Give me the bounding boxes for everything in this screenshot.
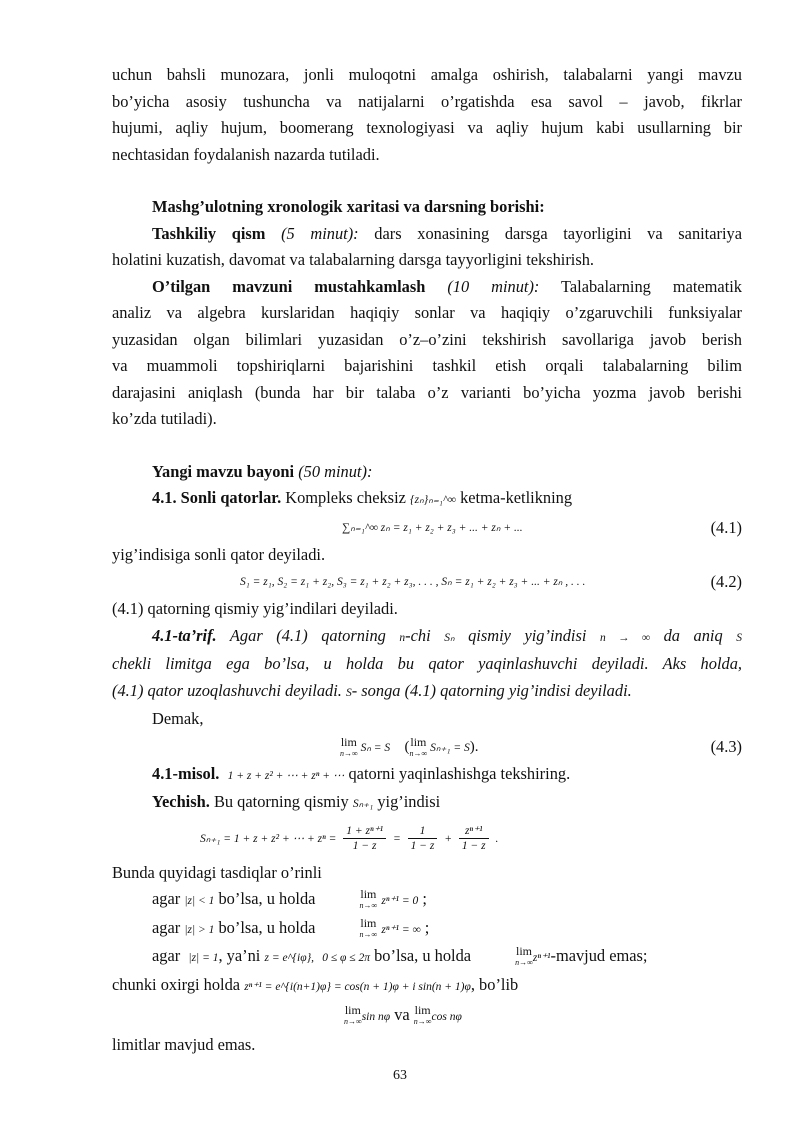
yig-line: yig’indisiga sonli qator deyiladi. [112, 544, 326, 564]
tarif-arrow: n → ∞ [599, 631, 651, 644]
tarif-part-2: -chi [405, 625, 445, 645]
page-number: 63 [393, 1068, 407, 1083]
sequence-set: {zₙ}ₙ₌₁^∞ [410, 494, 456, 506]
page-body [112, 62, 742, 1059]
lim-1-expr: Sₙ = S [360, 741, 391, 754]
section-term: 4.1. Sonli qatorlar. [152, 488, 282, 507]
misol-text: qatorni yaqinlashishga tekshiring. [344, 763, 571, 783]
qism-line: (4.1) qatorning qismiy yig’indilari deyiladi. [112, 599, 398, 618]
tashkiliy-time: (5 minut): [281, 223, 359, 243]
yangi-term: Yangi mavzu bayoni [152, 461, 295, 481]
tarif-line-2: chekli limitga ega bo’lsa, u holda bu qator yaqinlashuvchi deyiladi. Aks holda, [112, 654, 742, 673]
otilgan-line-2: analiz va algebra kurslaridan haqiqiy sonlar va haqiqiy o’zgaruvchili funksiyalar [112, 303, 742, 322]
fraction-3: $\frac{\text{zⁿ⁺¹}}{1 - z}$ [459, 824, 489, 853]
partial-sums-formula: S₁ = z₁, S₂ = z₁ + z₂, S₃ = z₁ + z₂ + z₃, . . . , Sₙ = z₁ + z₂ + z₃ + ... + zₙ , . . . [240, 576, 586, 588]
tarif-term: 4.1-ta’rif. [152, 625, 217, 645]
yechish-text-2: yig’indisi [373, 792, 441, 811]
lim-2-expr: Sₙ₊₁ = S [430, 741, 470, 754]
intro-line-1: uchun bahsli munozara, jonli muloqotni amalga oshirish, talabalarni yangi mavzu [112, 65, 742, 84]
case-3-lim: lim n→∞ [515, 944, 533, 968]
yangi-time: (50 minut): [298, 461, 373, 481]
tarif-part-4: da aniq [650, 625, 737, 645]
misol-line [112, 761, 742, 790]
tarif-line-3b: - songa (4.1) qatorning yig’indisi deyiladi. [351, 680, 632, 700]
cos-lim: lim n→∞ [413, 1003, 432, 1027]
intro-line-3: hujumi, aqliy hujum, boomerang texnologiyasi va aqliy hujum kabi usullarning bir [112, 118, 742, 137]
tarif-line-3s: S [346, 686, 352, 699]
tarif-part-1: Agar (4.1) qatorning [216, 625, 400, 645]
partial-sum-formula: Sₙ₊₁ = 1 + z + z² + ⋯ + zⁿ = $\frac{\text{1 + zⁿ⁺¹}}{1 - z}$ = $\frac{1}{1 - z}$ + $\frac{\text{zⁿ⁺¹}}{1 - z}$ . [200, 825, 499, 853]
yechish-term: Yechish. [152, 792, 210, 811]
equation-4-1 [112, 514, 742, 542]
otilgan-line-5: darajasini aniqlash (bunda har bir talaba o’z varianti bo’yicha yozma javob berishi [112, 382, 742, 402]
otilgan-term: O’tilgan mavzuni mustahkamlash [152, 276, 426, 296]
section-text: Kompleks cheksiz [281, 488, 410, 507]
case-1-lim: lim n→∞ [359, 887, 378, 911]
equation-number: (4.1) [710, 517, 742, 537]
tashkiliy-term: Tashkiliy qism [152, 223, 266, 243]
misol-term: 4.1-misol. [152, 763, 220, 783]
tashkiliy-text: dars xonasining darsga tayorligini va sanitariya [358, 223, 742, 243]
tarif-n: n [399, 631, 406, 644]
chunki-line: chunki oxirgi holda zⁿ⁺¹ = e^{i(n+1)φ} = cos(n + 1)φ + i sin(n + 1)φ, bo’lib [112, 974, 519, 994]
lim-2: lim n→∞ [409, 734, 428, 758]
equation-4-3 [112, 733, 742, 761]
fraction-1: $\frac{\text{1 + zⁿ⁺¹}}{1 - z}$ [343, 824, 386, 853]
yechish-line [112, 789, 742, 818]
tashkiliy-line-1 [112, 221, 742, 248]
section-text-2: ketma-ketlikning [455, 488, 573, 507]
sin-lim: lim n→∞ [344, 1003, 362, 1027]
otilgan-line-6: ko’zda tutiladi). [112, 409, 217, 428]
yechish-s: Sₙ₊₁ [352, 798, 374, 810]
fraction-2: $\frac{1}{1 - z}$ [408, 824, 438, 853]
yangi-heading [112, 459, 742, 486]
otilgan-line-3: yuzasidan olgan bilimlari yuzasidan o’z–o’zini tekshirish savollariga javob berish [112, 329, 742, 349]
lim-1: lim n→∞ [340, 734, 358, 758]
tarif-line-3a: (4.1) qator uzoqlashuvchi deyiladi. [112, 680, 346, 700]
demak-line: Demak, [152, 709, 204, 728]
tarif-line-1 [112, 623, 742, 652]
case-1: agar |z| < 1 bo’lsa, u holda lim n→∞ zⁿ⁺¹ = 0 ; [152, 887, 427, 911]
misol-formula: 1 + z + z² + ⋯ + zⁿ + ⋯ [227, 769, 345, 782]
otilgan-line-4: va muammoli topshiriqlarni bajarishini tashkil etish orqali talabalarning bilim [112, 356, 742, 375]
case-3: agar |z| = 1, ya’ni z = e^{iφ}, 0 ≤ φ ≤ 2π bo’lsa, u holda lim n→∞ zⁿ⁺¹-mavjud emas; [152, 944, 648, 968]
tarif-line-3 [112, 678, 742, 707]
tashkiliy-line-2: holatini kuzatish, davomat va talabalarning darsga tayyorligini tekshirish. [112, 250, 595, 269]
limit-formula: lim n→∞ Sₙ = S (lim n→∞ Sₙ₊₁ = S). [340, 734, 479, 758]
intro-line-2: bo’yicha asosiy tushuncha va natijalarni o’rgatishda esa savol – javob, fikrlar [112, 91, 742, 111]
equation-4-2 [112, 568, 742, 596]
case-2: agar |z| > 1 bo’lsa, u holda lim n→∞ zⁿ⁺¹ = ∞ ; [152, 915, 430, 939]
series-formula: ∑ₙ₌₁^∞ zₙ = z₁ + z₂ + z₃ + ... + zₙ + ... [342, 521, 523, 534]
limits-line: lim n→∞ sin nφ va lim n→∞ cos nφ [344, 1003, 462, 1027]
otilgan-text: Talabalarning matematik [539, 276, 742, 296]
tarif-s: S [736, 631, 742, 644]
bunda-line: Bunda quyidagi tasdiqlar o’rinli [112, 862, 322, 882]
equation-number: (4.2) [710, 572, 742, 591]
last-line: limitlar mavjud emas. [112, 1035, 256, 1054]
intro-line-4: nechtasidan foydalanish nazarda tutiladi. [112, 144, 380, 164]
otilgan-line-1 [112, 274, 742, 301]
chunki-formula: zⁿ⁺¹ = e^{i(n+1)φ} = cos(n + 1)φ + i sin(n + 1)φ [244, 980, 471, 993]
tarif-sn: Sₙ [444, 631, 455, 644]
yechish-text: Bu qatorning qismiy [209, 792, 353, 811]
equation-partial-sum [112, 818, 742, 860]
otilgan-time: (10 minut): [447, 276, 540, 296]
section-line [112, 485, 742, 514]
tarif-part-3: qismiy yig’indisi [454, 625, 600, 645]
chrono-heading: Mashg’ulotning xronologik xaritasi va darsning borishi: [152, 197, 545, 216]
case-2-lim: lim n→∞ [359, 915, 378, 939]
equation-number: (4.3) [710, 736, 742, 756]
